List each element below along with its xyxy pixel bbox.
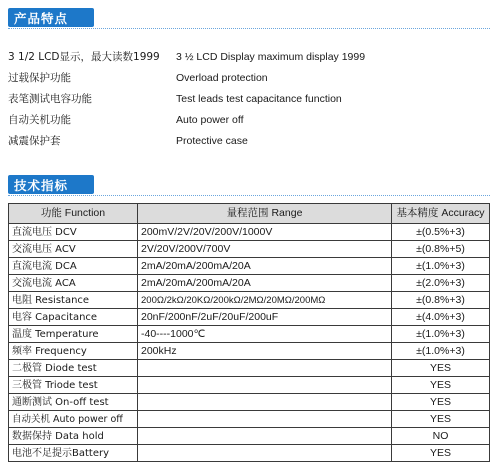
accuracy-cell: ±(4.0%+3): [392, 309, 490, 326]
accuracy-cell: ±(1.0%+3): [392, 258, 490, 275]
table-row: [9, 241, 490, 258]
accuracy-cell: ±(0.8%+3): [392, 292, 490, 309]
function-column-header: 功能 Function: [9, 204, 138, 224]
range-cell: -40----1000℃: [138, 326, 392, 343]
feature-item: [8, 110, 488, 131]
range-cell: 2mA/20mA/200mA/20A: [138, 275, 392, 292]
accuracy-cell: ±(1.0%+3): [392, 343, 490, 360]
range-column-header: 量程范围 Range: [138, 204, 392, 224]
accuracy-cell: YES: [392, 394, 490, 411]
accuracy-column-header: 基本精度 Accuracy: [392, 204, 490, 224]
accuracy-cell: ±(0.5%+3): [392, 224, 490, 241]
range-cell: [138, 360, 392, 377]
spec-table: [8, 203, 490, 462]
features-section-title: 产品特点: [14, 11, 69, 26]
table-row: [9, 275, 490, 292]
function-cell: 数据保持 Data hold: [9, 428, 138, 445]
table-row: [9, 428, 490, 445]
function-cell: 三极管 Triode test: [9, 377, 138, 394]
range-cell: [138, 394, 392, 411]
table-row: [9, 411, 490, 428]
function-cell: 直流电流 DCA: [9, 258, 138, 275]
feature-item: [8, 89, 488, 110]
table-row: [9, 292, 490, 309]
range-cell: 2V/20V/200V/700V: [138, 241, 392, 258]
accuracy-cell: ±(0.8%+5): [392, 241, 490, 258]
function-cell: 二极管 Diode test: [9, 360, 138, 377]
function-cell: 通断测试 On-off test: [9, 394, 138, 411]
table-row: [9, 224, 490, 241]
accuracy-cell: ±(2.0%+3): [392, 275, 490, 292]
range-cell: 20nF/200nF/2uF/20uF/200uF: [138, 309, 392, 326]
spec-table-header-row: [9, 204, 490, 224]
range-cell: [138, 428, 392, 445]
function-cell: 交流电流 ACA: [9, 275, 138, 292]
range-cell: 200mV/2V/20V/200V/1000V: [138, 224, 392, 241]
features-divider: [8, 28, 490, 29]
specs-divider: [8, 195, 490, 196]
feature-en: Protective case: [176, 135, 248, 147]
feature-cn: 自动关机功能: [8, 114, 71, 126]
feature-en: Test leads test capacitance function: [176, 93, 342, 105]
table-row: [9, 258, 490, 275]
range-cell: [138, 411, 392, 428]
feature-cn: 减震保护套: [8, 135, 61, 147]
function-cell: 自动关机 Auto power off: [9, 411, 138, 428]
function-cell: 频率 Frequency: [9, 343, 138, 360]
accuracy-cell: YES: [392, 411, 490, 428]
feature-cn: 表笔测试电容功能: [8, 93, 92, 105]
table-row: [9, 326, 490, 343]
table-row: [9, 394, 490, 411]
feature-item: [8, 68, 488, 89]
features-list: [8, 47, 488, 152]
function-cell: 交流电压 ACV: [9, 241, 138, 258]
feature-en: Auto power off: [176, 114, 244, 126]
feature-item: [8, 131, 488, 152]
feature-item: [8, 47, 488, 68]
specs-section-header: [8, 175, 94, 194]
feature-en: 3 ½ LCD Display maximum display 1999: [176, 51, 366, 63]
range-cell: [138, 377, 392, 394]
function-cell: 直流电压 DCV: [9, 224, 138, 241]
accuracy-cell: YES: [392, 377, 490, 394]
feature-en: Overload protection: [176, 72, 268, 84]
table-row: [9, 377, 490, 394]
accuracy-cell: YES: [392, 445, 490, 462]
function-cell: 电阻 Resistance: [9, 292, 138, 309]
accuracy-cell: NO: [392, 428, 490, 445]
function-cell: 温度 Temperature: [9, 326, 138, 343]
feature-cn: 过载保护功能: [8, 72, 71, 84]
range-cell: 200kHz: [138, 343, 392, 360]
range-cell: [138, 445, 392, 462]
accuracy-cell: YES: [392, 360, 490, 377]
table-row: [9, 309, 490, 326]
function-cell: 电容 Capacitance: [9, 309, 138, 326]
features-section-header: [8, 8, 94, 27]
range-cell: 2mA/20mA/200mA/20A: [138, 258, 392, 275]
specs-section-title: 技术指标: [14, 178, 69, 193]
table-row: [9, 445, 490, 462]
feature-cn: 3 1/2 LCD显示，最大读数1999: [8, 51, 160, 63]
table-row: [9, 360, 490, 377]
range-cell: 200Ω/2kΩ/20KΩ/200kΩ/2MΩ/20MΩ/200MΩ: [138, 292, 392, 309]
table-row: [9, 343, 490, 360]
function-cell: 电池不足提示Battery: [9, 445, 138, 462]
accuracy-cell: ±(1.0%+3): [392, 326, 490, 343]
